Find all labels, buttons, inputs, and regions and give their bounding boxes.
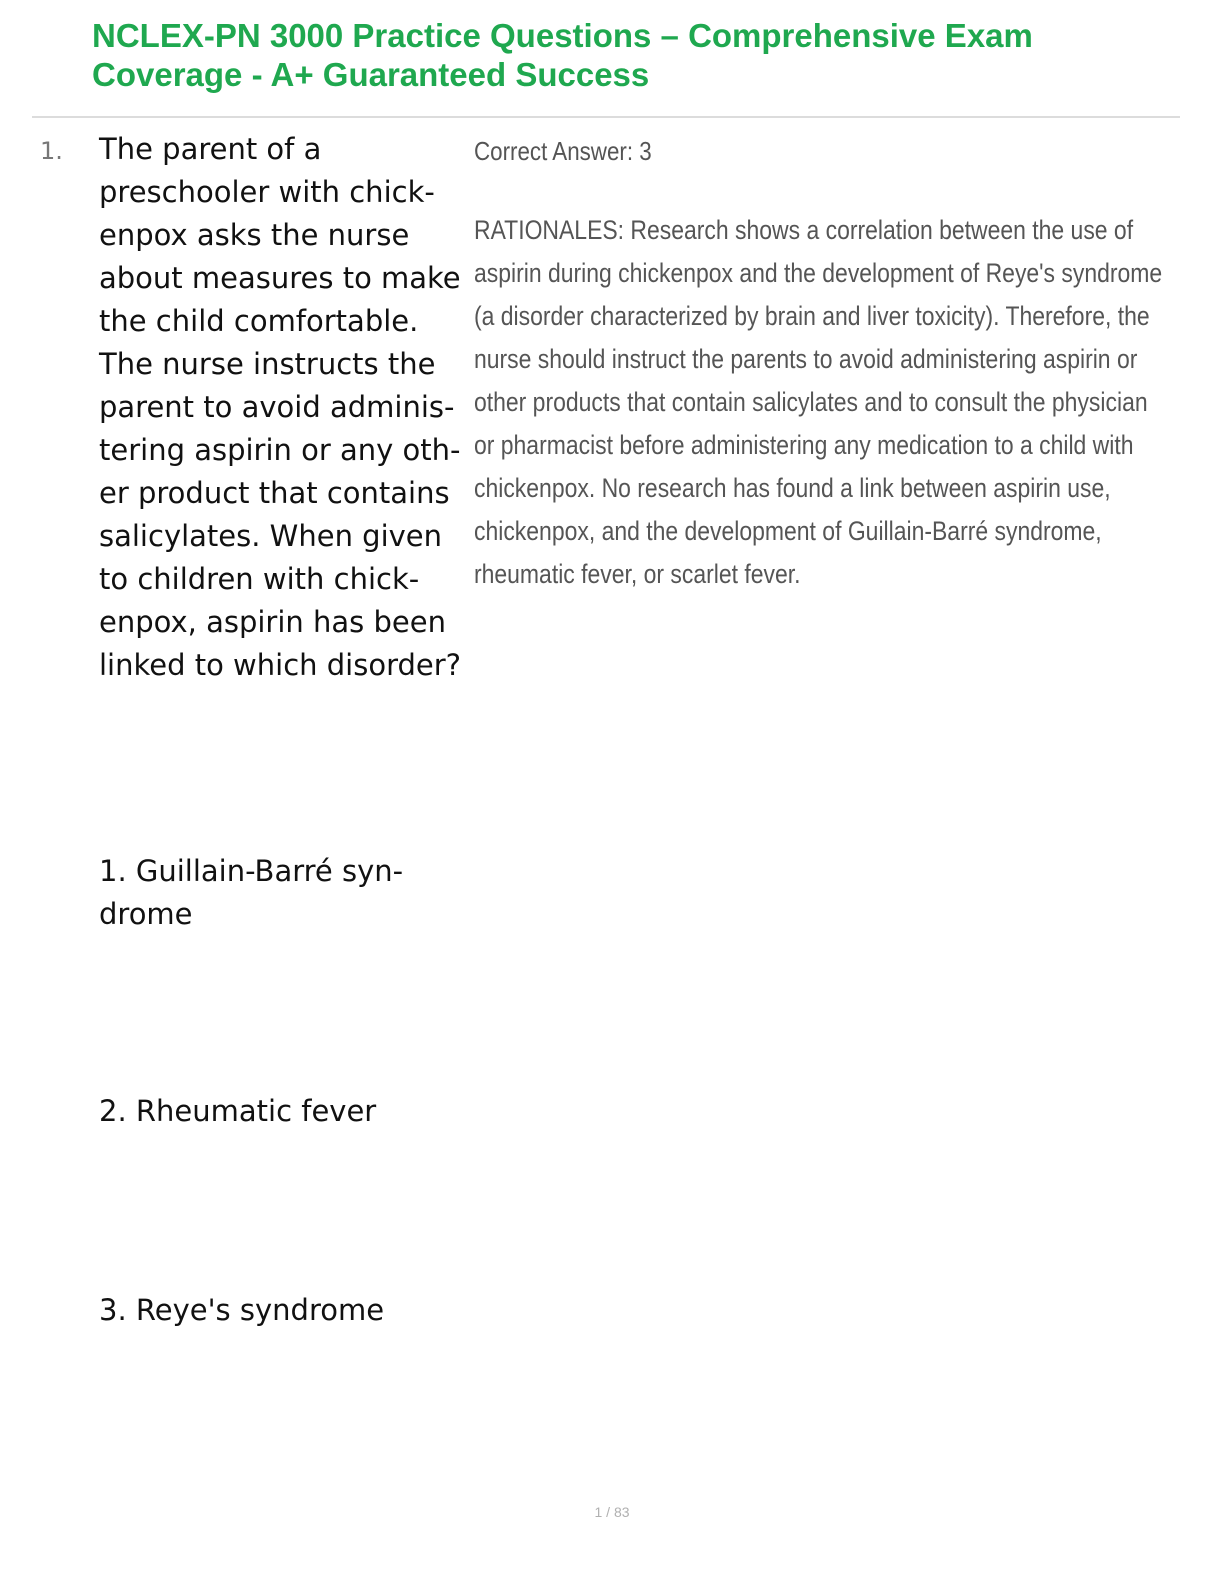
answer-column — [474, 131, 1174, 589]
question-block — [99, 128, 471, 687]
correct-answer: Correct Answer: 3 — [474, 136, 652, 166]
page-number: 1 / 83 — [594, 1504, 630, 1520]
answer-option-1: 1. Guillain-Barré syndrome — [99, 854, 404, 931]
question-stem: The parent of a preschooler with chickenpox asks the nurse about measures to make the child comfortable. The nurse instructs the parent to avoid administering aspirin or any other product that contains salicylates. When given to children with chickenpox, aspirin has been linked to which disorder? — [99, 132, 462, 682]
question-number: 1. — [40, 137, 63, 165]
rationale-text: RATIONALES: Research shows a correlation between the use of aspirin during chickenpox and the development of Reye's syndrome (a disorder characterized by brain and liver toxicity). Therefore, the nurse should instruct the parents to avoid administering aspirin or other products that contain salicylates and to consult the physician or pharmacist before administering any medication to a child with chickenpox. No research has found a link between aspirin use, chickenpox, and the development of Guillain-Barré syndrome, rheumatic fever, or scarlet fever. — [474, 215, 1163, 589]
header-divider — [32, 116, 1180, 118]
answer-option-2: 2. Rheumatic fever — [99, 1094, 377, 1128]
answer-option-3: 3. Reye's syndrome — [99, 1293, 385, 1327]
document-title: NCLEX-PN 3000 Practice Questions – Comprehensive Exam Coverage - A+ Guaranteed Success — [92, 17, 1033, 93]
